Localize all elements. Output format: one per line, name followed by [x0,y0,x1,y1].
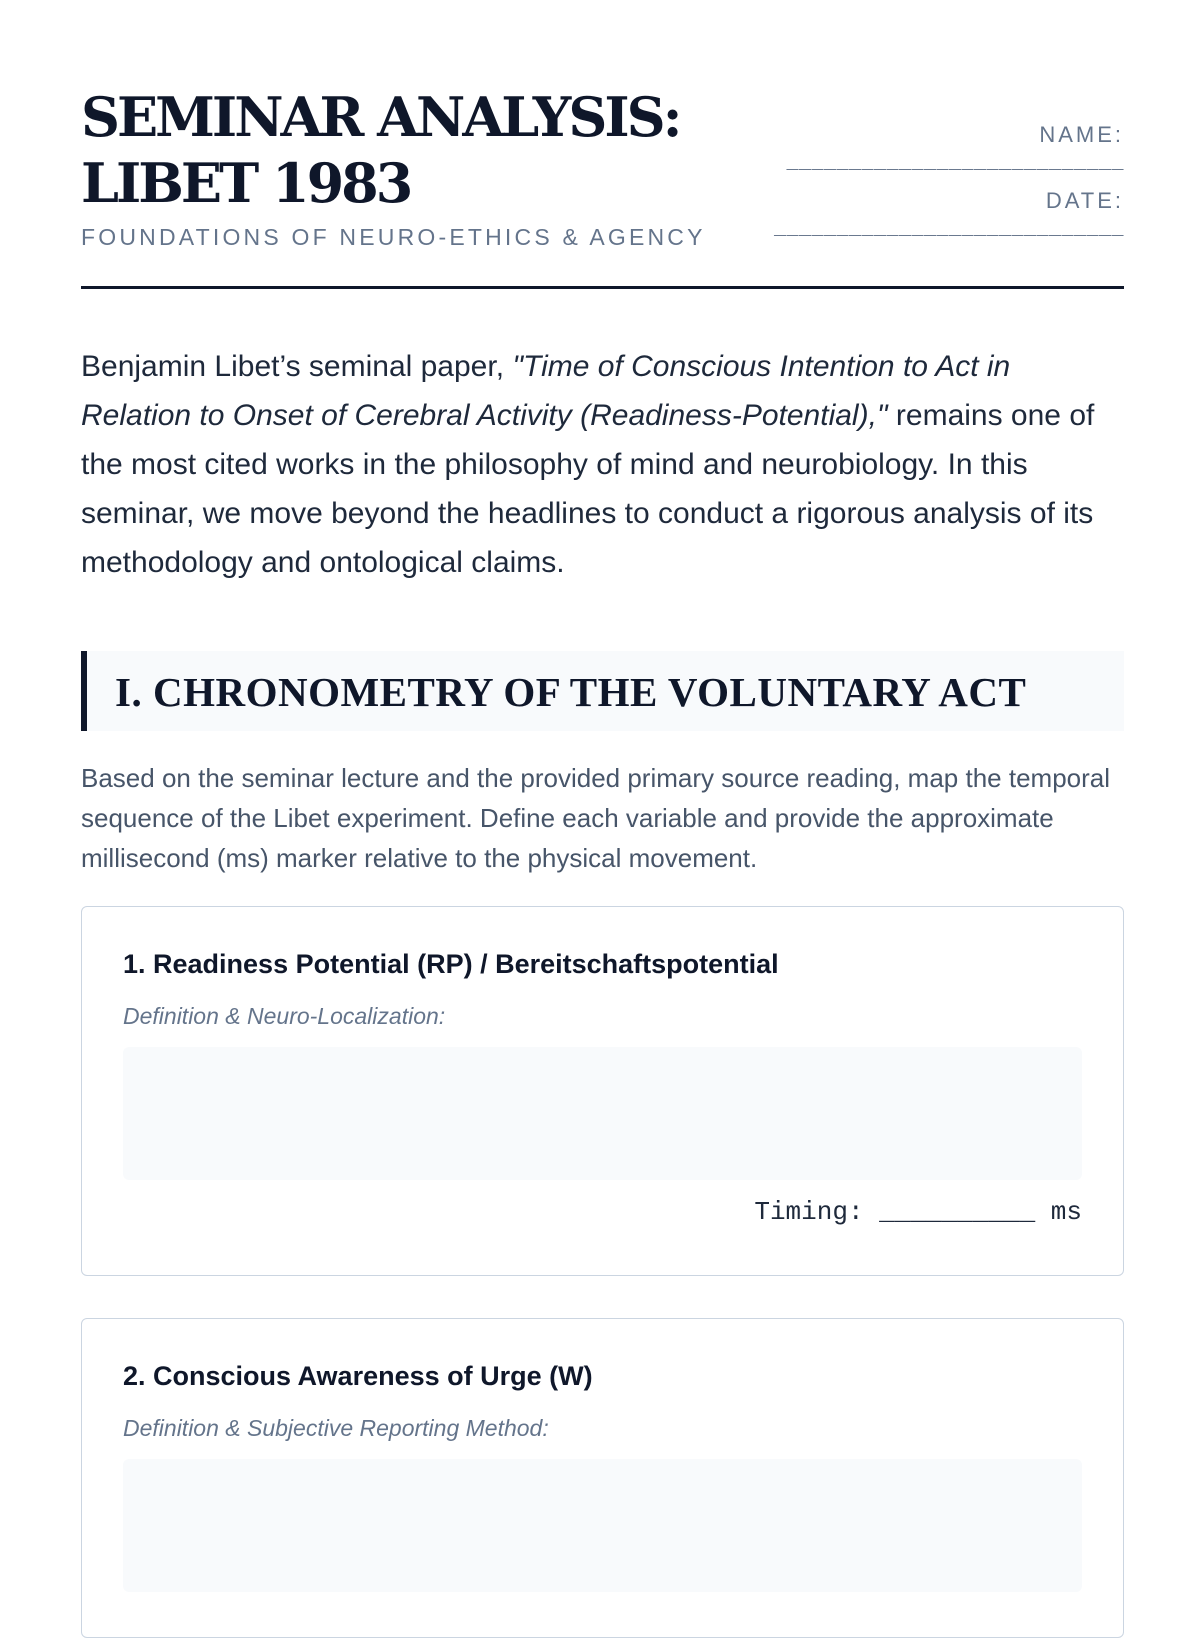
answer-box[interactable] [123,1047,1082,1180]
timing-field[interactable]: Timing: __________ ms [754,1197,1082,1227]
course-subtitle: FOUNDATIONS OF NEURO-ETHICS & AGENCY [81,224,706,250]
answer-box[interactable] [123,1459,1082,1592]
name-field[interactable]: ___________________________ [786,152,1124,175]
intro-text: Benjamin Libet’s seminal paper, [81,350,513,383]
question-card [81,906,1124,1276]
question-title: 2. Conscious Awareness of Urge (W) [123,1361,593,1391]
question-title: 1. Readiness Potential (RP) / Bereitschaftspotential [123,949,779,979]
student-fields [774,120,1124,252]
paper-title: "Time of Conscious Intention to Act in Relation to Onset of Cerebral Activity (Readiness-Potential)," [81,350,1011,432]
date-field[interactable]: ____________________________ [773,218,1124,241]
question-card [81,1318,1124,1638]
title-line-2: LIBET 1983 [81,151,411,215]
worksheet-header [81,0,1124,289]
name-label: NAME: [1039,122,1124,147]
intro-text-cont: remains one of the most cited works in the philosophy of mind and neurobiology. In this seminar, we move beyond the headlines to conduct a rigorous analysis of its methodology and ontological claims. [81,399,1095,579]
question-hint: Definition & Neuro-Localization: [123,1003,446,1029]
worksheet [81,0,1124,1441]
page-title [81,84,680,216]
section-heading-box [81,651,1124,731]
section-heading: I. CHRONOMETRY OF THE VOLUNTARY ACT [115,669,1027,715]
title-line-1: SEMINAR ANALYSIS: [81,85,680,149]
section-instructions: Based on the seminar lecture and the provided primary source reading, map the temporal sequence of the Libet experiment. Define each variable and provide the approximate millisecond (ms) marker relative to the physical movement. [81,763,1111,873]
date-label: DATE: [1045,188,1124,213]
question-hint: Definition & Subjective Reporting Method: [123,1415,549,1441]
intro-paragraph [81,342,1124,587]
